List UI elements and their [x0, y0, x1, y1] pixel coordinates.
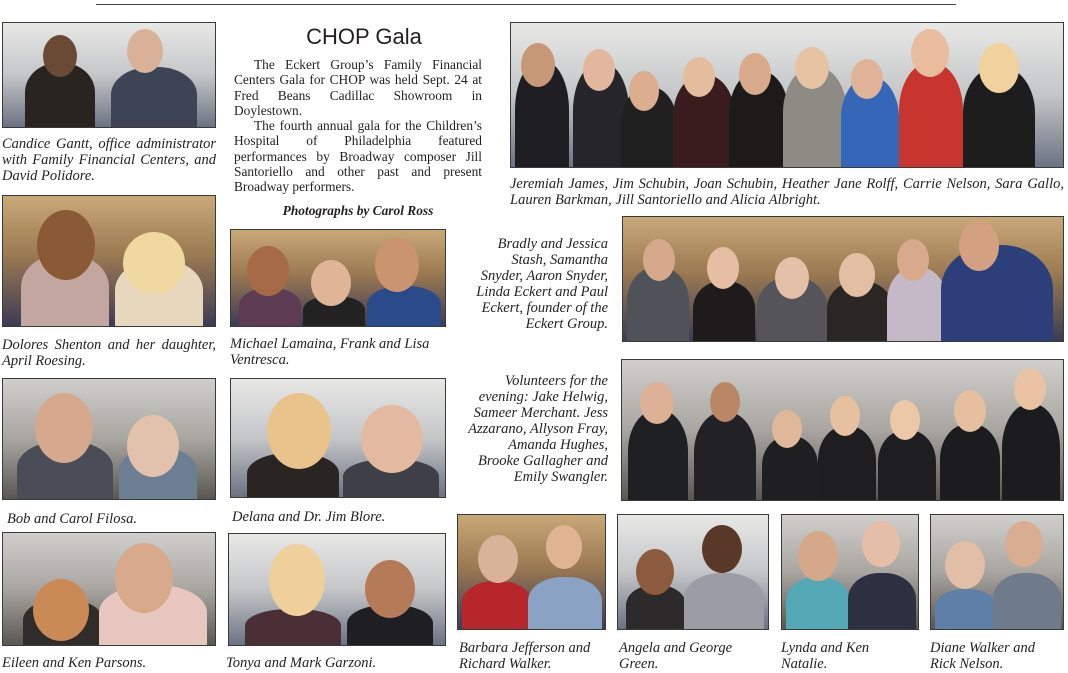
caption-natalie: Lynda and Ken Natalie.: [781, 640, 870, 672]
caption-shenton-roesing: Dolores Shenton and her daughter, April Roesing.: [2, 337, 216, 369]
photo-gantt-polidore: [2, 22, 216, 128]
photo-jefferson-walker: [457, 514, 606, 630]
article-paragraph: The fourth annual gala for the Children’s Hospital of Philadelphia featured performances by Broadway composer Jill Santoriello and other past and present Broadway performers.: [234, 118, 482, 195]
photo-performers: [510, 22, 1064, 168]
caption-jefferson-walker: Barbara Jefferson and Richard Walker.: [459, 640, 591, 672]
photo-walker-nelson: [930, 514, 1064, 630]
caption-walker-nelson: Diane Walker and Rick Nelson.: [930, 640, 1035, 672]
article-paragraph: The Eckert Group’s Family Financial Centers Gala for CHOP was held Sept. 24 at Fred Beans Cadillac Showroom in Doylestown.: [234, 57, 482, 118]
article-body: [234, 57, 482, 195]
photo-eckert-family: [622, 216, 1064, 342]
photo-natalie: [781, 514, 919, 630]
photo-green: [617, 514, 769, 630]
photo-lamaina-ventresca: [230, 229, 446, 327]
caption-blore: Delana and Dr. Jim Blore.: [232, 509, 386, 525]
caption-garzoni: Tonya and Mark Garzoni.: [226, 655, 377, 671]
caption-parsons: Eileen and Ken Parsons.: [2, 655, 147, 671]
caption-lamaina-ventresca: Michael Lamaina, Frank and Lisa Ventresca.: [230, 336, 430, 368]
photo-volunteers: [621, 359, 1064, 501]
article-title: CHOP Gala: [306, 24, 422, 49]
photo-shenton-roesing: [2, 195, 216, 327]
photo-credit: Photographs by Carol Ross: [282, 203, 434, 218]
caption-volunteers: Volunteers for the evening: Jake Helwig, Sameer Merchant. Jess Azzarano, Allyson Fray, Amanda Hughes, Brooke Gallagher and Emily Swangler.: [468, 373, 608, 485]
caption-green: Angela and George Green.: [619, 640, 733, 672]
caption-gantt-polidore: Candice Gantt, office administrator with Family Financial Centers, and David Polidore.: [2, 136, 216, 184]
photo-blore: [230, 378, 446, 498]
photo-garzoni: [228, 533, 446, 646]
caption-eckert-family: Bradly and Jessica Stash, Samantha Snyder, Aaron Snyder, Linda Eckert and Paul Eckert, founder of the Eckert Group.: [476, 236, 608, 332]
photo-parsons: [2, 532, 216, 646]
top-rule: [96, 4, 956, 5]
caption-filosa: Bob and Carol Filosa.: [7, 511, 137, 527]
caption-performers: Jeremiah James, Jim Schubin, Joan Schubin, Heather Jane Rolff, Carrie Nelson, Sara Gallo, Lauren Barkman, Jill Santoriello and Alicia Albright.: [510, 176, 1064, 208]
photo-filosa: [2, 378, 216, 500]
